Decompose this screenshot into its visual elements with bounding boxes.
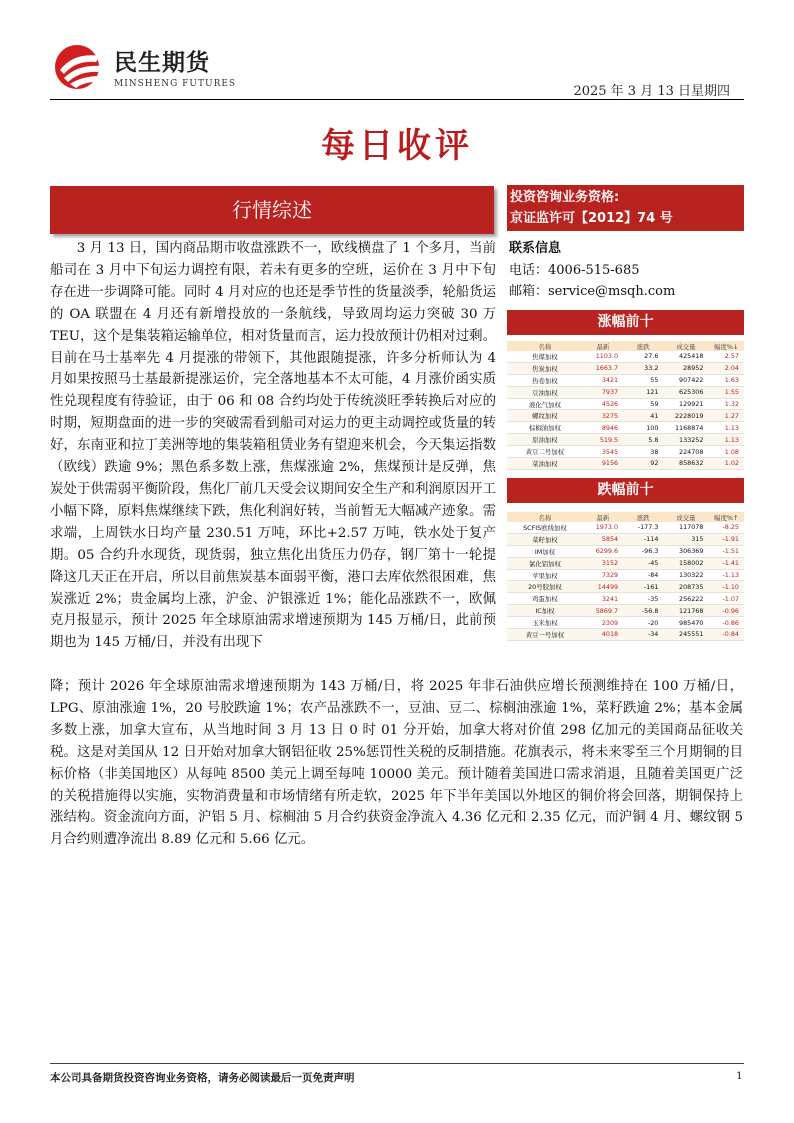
percent-cell: -1.51: [708, 545, 744, 557]
name-cell: 20号胶加权: [507, 581, 583, 593]
volume-cell: 28952: [663, 362, 708, 374]
name-cell: SCFIS欧线加权: [507, 522, 583, 533]
column-header: 幅度%↓: [708, 341, 744, 351]
contact-email: 邮箱：service@msqh.com: [509, 284, 676, 299]
latest-cell: 1663.7: [583, 362, 623, 374]
brand-name: 民生期货: [114, 50, 210, 76]
section-banner-market-review: 行情综述: [50, 186, 494, 234]
name-cell: 焦煤加权: [507, 351, 583, 362]
percent-cell: -0.96: [708, 605, 744, 617]
name-cell: 热卷加权: [507, 374, 583, 386]
footer-disclaimer: 本公司具备期货投资咨询业务资格，请务必阅读最后一页免责声明: [50, 1072, 355, 1084]
name-cell: IM加权: [507, 545, 583, 557]
percent-cell: 1.55: [708, 386, 744, 398]
market-review-paragraph: 3 月 13 日，国内商品期市收盘涨跌不一，欧线横盘了 1 个多月，当前船司在 3 月中下旬运力调控有限，若未有更多的空班，运价在 3 月中下旬存在进一步调降可能。同时 4 月对应的也还是季节性的货量淡季，轮船货运的 OA 联盟在 4 月还有新增投放的一条航线，导致周均运力突破 30 万 TEU，这个是集装箱运输单位，相对货量而言，运力投放预计仍相对过剩。目前在马士基率先 4 月提涨的带领下，其他跟随提涨，许多分析师认为 4 月如果按照马士基最新提涨运价，完全落地基本不太可能，4 月涨价函实质性兑现程度有待验证，由于 06 和 08 合约均处于传统淡旺季转换后对应的时期，短期盘面的进一步的突破需看到船司对运力的更主动调控或货量的转好，东南亚和拉丁美洲等地的集装箱租赁业务有望迎来机会，今天集运指数（欧线）跌逾 9%；黑色系多数上涨，焦煤涨逾 2%，焦煤预计是反弹，焦炭处于供需弱平衡阶段，焦化厂前几天受会议期间安全生产和利润原因开工小幅下降，原料焦煤继续下跌，焦化利润好转，当前暂无大幅减产迹象。需求端，上周铁水日均产量 230.51 万吨，环比+2.57 万吨，铁水处于复产期。05 合约升水现货，现货弱，独立焦化出货压力仍存，钢厂第十一轮提降这几天正在开启，所以目前焦炭基本面弱平衡，港口去库依然很困难，焦炭涨近 2%；贵金属均上涨，沪金、沪银涨近 1%；能化品涨跌不一，欧佩克月报显示，预计 2025 年全球原油需求增速预期为 145 万桶/日，此前预期也为 145 万桶/日，并没有出现下: [50, 241, 496, 651]
name-cell: 黄豆二号加权: [507, 446, 583, 458]
latest-cell: 9156: [583, 458, 623, 470]
name-cell: 黄豆一号加权: [507, 629, 583, 641]
top-losers-banner: 跌幅前十: [507, 478, 744, 503]
percent-cell: -1.13: [708, 569, 744, 581]
percent-cell: -8.25: [708, 522, 744, 533]
latest-cell: 5869.7: [583, 605, 623, 617]
percent-cell: -0.86: [708, 617, 744, 629]
volume-cell: 1168874: [663, 422, 708, 434]
volume-cell: 858632: [663, 458, 708, 470]
column-header: 名称: [507, 341, 583, 351]
column-header: 幅度%↑: [708, 512, 744, 522]
percent-cell: 2.57: [708, 351, 744, 362]
name-cell: 豆油加权: [507, 386, 583, 398]
table-header-row: [507, 341, 744, 351]
name-cell: 焦炭加权: [507, 362, 583, 374]
table-row: [507, 581, 744, 593]
change-cell: -20: [623, 617, 663, 629]
latest-cell: 3275: [583, 410, 623, 422]
column-header: 最新: [583, 341, 623, 351]
table-header-row: [507, 512, 744, 522]
table-row: [507, 398, 744, 410]
latest-cell: 6299.6: [583, 545, 623, 557]
latest-cell: 5854: [583, 533, 623, 545]
change-cell: 55: [623, 374, 663, 386]
volume-cell: 256222: [663, 593, 708, 605]
table-row: [507, 617, 744, 629]
qualification-license: 京证监许可【2012】74 号: [510, 211, 673, 226]
column-header: 成交量: [663, 341, 708, 351]
latest-cell: 4526: [583, 398, 623, 410]
percent-cell: 2.04: [708, 362, 744, 374]
percent-cell: -1.41: [708, 557, 744, 569]
volume-cell: 306369: [663, 545, 708, 557]
percent-cell: 1.32: [708, 398, 744, 410]
volume-cell: 224708: [663, 446, 708, 458]
latest-cell: 3421: [583, 374, 623, 386]
change-cell: 33.2: [623, 362, 663, 374]
percent-cell: 1.08: [708, 446, 744, 458]
table-row: [507, 410, 744, 422]
contact-phone: 电话：4006-515-685: [509, 263, 640, 278]
latest-cell: 1103.0: [583, 351, 623, 362]
name-cell: 螺纹加权: [507, 410, 583, 422]
market-review-paragraph-continued: 降；预计 2026 年全球原油需求增速预期为 143 万桶/日，将 2025 年非石油供应增长预测维持在 100 万桶/日，LPG、原油涨逾 1%，20 号胶跌逾 1%；农产品涨跌不一，豆油、豆二、棕榈油涨逾 1%，菜籽跌逾 2%；基本金属多数上涨，加拿大宣布，从当地时间 3 月 13 日 0 时 01 分开始，加拿大将对价值 298 亿加元的美国商品征收关税。这是对美国从 12 日开始对加拿大钢铝征收 25%惩罚性关税的反制措施。花旗表示，将未来零至三个月期铜的目标价格（非美国地区）从每吨 8500 美元上调至每吨 10000 美元。预计随着美国进口需求消退，且随着美国更广泛的关税措施得以实施，实物消费量和市场情绪有所走软，2025 年下半年美国以外地区的铜价将会回落，期铜保持上涨结构。资金流向方面，沪铝 5 月、棕榈油 5 月合约获资金净流入 4.36 亿元和 2.35 亿元，而沪铜 4 月、螺纹钢 5 月合约则遭净流出 8.89 亿元和 5.66 亿元。: [50, 679, 743, 848]
latest-cell: 7329: [583, 569, 623, 581]
percent-cell: 1.27: [708, 410, 744, 422]
volume-cell: 245551: [663, 629, 708, 641]
volume-cell: 129921: [663, 398, 708, 410]
change-cell: -35: [623, 593, 663, 605]
table-row: [507, 458, 744, 470]
latest-cell: 2309: [583, 617, 623, 629]
volume-cell: 208735: [663, 581, 708, 593]
change-cell: -45: [623, 557, 663, 569]
volume-cell: 625306: [663, 386, 708, 398]
latest-cell: 519.5: [583, 434, 623, 446]
percent-cell: 1.63: [708, 374, 744, 386]
top-gainers-banner: 涨幅前十: [507, 310, 744, 335]
latest-cell: 8946: [583, 422, 623, 434]
latest-cell: 1973.0: [583, 522, 623, 533]
change-cell: 100: [623, 422, 663, 434]
table-row: [507, 522, 744, 533]
name-cell: 苹果加权: [507, 569, 583, 581]
latest-cell: 4018: [583, 629, 623, 641]
volume-cell: 158002: [663, 557, 708, 569]
name-cell: 原油加权: [507, 434, 583, 446]
page-title: 每日收评: [321, 126, 473, 166]
footer-divider: [50, 1063, 744, 1064]
minsheng-logo-icon: [50, 40, 108, 90]
report-date: 2025 年 3 月 13 日星期四: [573, 84, 730, 99]
change-cell: 38: [623, 446, 663, 458]
name-cell: 液化气加权: [507, 398, 583, 410]
volume-cell: 121768: [663, 605, 708, 617]
name-cell: 菜籽加权: [507, 533, 583, 545]
change-cell: 5.8: [623, 434, 663, 446]
latest-cell: 14499: [583, 581, 623, 593]
name-cell: 玉米加权: [507, 617, 583, 629]
volume-cell: 315: [663, 533, 708, 545]
contact-title: 联系信息: [509, 241, 562, 256]
column-header: 最新: [583, 512, 623, 522]
change-cell: -34: [623, 629, 663, 641]
qualification-box: [507, 185, 744, 231]
volume-cell: 907422: [663, 374, 708, 386]
header-divider: [50, 99, 744, 100]
qualification-label: 投资咨询业务资格:: [510, 190, 620, 205]
column-header: 涨跌: [623, 512, 663, 522]
latest-cell: 3152: [583, 557, 623, 569]
table-row: [507, 593, 744, 605]
name-cell: 棕榈油加权: [507, 422, 583, 434]
table-row: [507, 545, 744, 557]
top-losers-table: [507, 512, 744, 641]
table-row: [507, 605, 744, 617]
table-row: [507, 351, 744, 362]
change-cell: -56.8: [623, 605, 663, 617]
percent-cell: 1.02: [708, 458, 744, 470]
column-header: 成交量: [663, 512, 708, 522]
name-cell: IC加权: [507, 605, 583, 617]
change-cell: 59: [623, 398, 663, 410]
table-row: [507, 446, 744, 458]
table-row: [507, 374, 744, 386]
table-row: [507, 422, 744, 434]
top-gainers-table: [507, 341, 744, 470]
brand-name-english: MINSHENG FUTURES: [114, 79, 237, 89]
percent-cell: -0.84: [708, 629, 744, 641]
percent-cell: -1.91: [708, 533, 744, 545]
change-cell: -96.3: [623, 545, 663, 557]
table-row: [507, 434, 744, 446]
table-row: [507, 362, 744, 374]
volume-cell: 2228019: [663, 410, 708, 422]
name-cell: 鸡蛋加权: [507, 593, 583, 605]
change-cell: 27.6: [623, 351, 663, 362]
change-cell: -84: [623, 569, 663, 581]
page-number: 1: [736, 1070, 743, 1082]
percent-cell: 1.13: [708, 434, 744, 446]
percent-cell: -1.07: [708, 593, 744, 605]
volume-cell: 133252: [663, 434, 708, 446]
name-cell: 菜油加权: [507, 458, 583, 470]
change-cell: 41: [623, 410, 663, 422]
latest-cell: 3545: [583, 446, 623, 458]
table-row: [507, 569, 744, 581]
volume-cell: 425418: [663, 351, 708, 362]
change-cell: 92: [623, 458, 663, 470]
percent-cell: -1.10: [708, 581, 744, 593]
latest-cell: 7937: [583, 386, 623, 398]
latest-cell: 3241: [583, 593, 623, 605]
column-header: 涨跌: [623, 341, 663, 351]
change-cell: -114: [623, 533, 663, 545]
volume-cell: 130322: [663, 569, 708, 581]
volume-cell: 985470: [663, 617, 708, 629]
name-cell: 氯化铝加权: [507, 557, 583, 569]
table-row: [507, 629, 744, 641]
change-cell: -161: [623, 581, 663, 593]
table-row: [507, 386, 744, 398]
change-cell: -177.3: [623, 522, 663, 533]
percent-cell: 1.13: [708, 422, 744, 434]
table-row: [507, 533, 744, 545]
volume-cell: 117078: [663, 522, 708, 533]
change-cell: 121: [623, 386, 663, 398]
column-header: 名称: [507, 512, 583, 522]
table-row: [507, 557, 744, 569]
